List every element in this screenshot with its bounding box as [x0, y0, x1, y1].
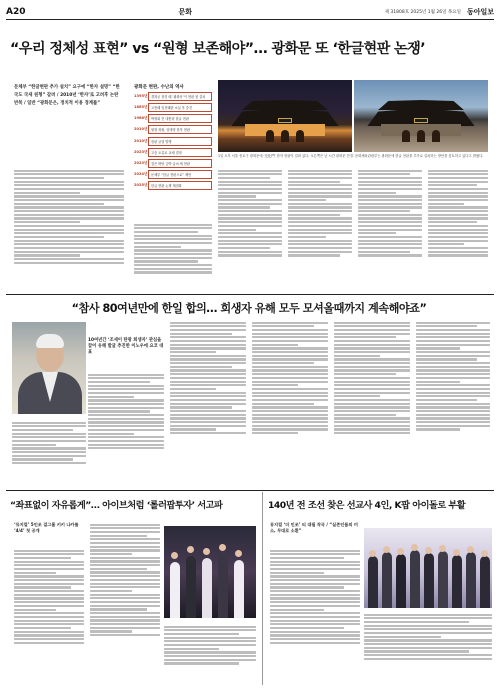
article2-body-col0: [12, 420, 86, 482]
timeline-text: 한글 현판 논쟁 재점화: [148, 181, 212, 190]
timeline-title: 광화문 현판, 수난의 역사: [134, 85, 184, 90]
article3-body-col1: [14, 548, 84, 684]
timeline-row: [134, 148, 212, 155]
timeline-row: [134, 171, 212, 178]
section-divider: [6, 294, 494, 295]
timeline-text: 경복궁 창건 때 ‘광화문’이 현판 첫 설치: [148, 92, 212, 101]
article2-subheadline: 10여년간 ‘조세이 탄광 희생자’ 관심을 끌어 유해 발굴 추진한 이노우에 요코 대표: [88, 338, 164, 356]
article2-body-col4: [334, 320, 410, 482]
photo-caption: 1일 오후 서울 종로구 광화문에 ‘光化門’ 한자 현판이 걸려 있다. 오른쪽은 낮 시간 광화문 전경. 문화체육관광부는 광화문에 한글 현판을 추가로 설치하는 방안을 검토하고 있다고 밝혔다.: [218, 154, 484, 158]
timeline-text: 문체부 “한글 현판으로” 제안: [148, 170, 212, 179]
timeline-year: 2023년: [134, 149, 148, 154]
timeline-text: 원형 복원, 임태영 한자 현판: [148, 125, 212, 134]
section-divider: [6, 490, 494, 491]
article2-headline[interactable]: “참사 80여년만에 한일 합의… 희생자 유해 모두 모셔올때까지 계속해야죠”: [71, 302, 427, 315]
column-divider: [262, 492, 263, 685]
timeline-year: 2025년: [134, 182, 148, 187]
article1-body-col1: [14, 168, 124, 290]
page-number: A20: [6, 6, 26, 17]
timeline-row: [134, 93, 212, 100]
timeline-text: 검은 바탕 금박 글씨 새 현판: [148, 159, 212, 168]
article2-body-col5: [416, 320, 490, 482]
article1-body-col5: [358, 168, 422, 290]
timeline-year: 2010년: [134, 127, 148, 132]
kiiikiii-group-photo: [164, 526, 256, 618]
paper-logo: 동아일보: [466, 6, 494, 16]
timeline-year: 2010년: [134, 138, 148, 143]
timeline-year: 1395년: [134, 94, 148, 99]
timeline-row: [134, 104, 212, 111]
article1-body-col2: [134, 222, 212, 290]
timeline-text: 현판 균열 발생: [148, 137, 212, 146]
musical-cast-photo: [364, 528, 492, 608]
timeline-row: [134, 182, 212, 189]
article2-body-col3: [252, 320, 328, 482]
article2-body-col2: [170, 320, 246, 482]
article2-body-col1: [88, 372, 164, 482]
timeline-row: [134, 115, 212, 122]
issue-meta: 제 31808호 2025년 1월 26일 목요일: [384, 9, 461, 15]
gwanghwamun-day-photo: [354, 80, 488, 152]
article1-headline[interactable]: “우리 정체성 표현” vs “원형 보존해야”… 광화문 또 ‘한글현판 논쟁’: [10, 41, 426, 57]
portrait-photo: [12, 322, 86, 414]
article3-subheadline: ‘뮤지컬’ 5인조 걸그룹 키키 나카를 ‘4/4’ 첫 공개: [14, 522, 79, 534]
gwanghwamun-night-photo: [218, 80, 352, 152]
timeline-year: 1968년: [134, 116, 148, 121]
timeline-text: 고증 오류로 교체 결정: [148, 148, 212, 157]
masthead: [6, 4, 494, 20]
timeline-text: 고종때 임진왜란 소실 후 중건: [148, 103, 212, 112]
article4-headline[interactable]: 140년 전 조선 찾은 선교사 4인, K팝 아이돌로 부활: [268, 500, 466, 511]
article3-body-col2: [90, 522, 160, 684]
timeline-year: 1865년: [134, 105, 148, 110]
timeline-year: 2024년: [134, 171, 148, 176]
article4-body-col2: [364, 612, 492, 684]
article3-body-col3: [164, 624, 256, 684]
timeline-row: [134, 126, 212, 133]
article4-body-col1: [270, 548, 360, 684]
article1-lead: 문체부 “한글현판 추가 설치” 요구에 “한자 설명” “한국도 국새 원형” 갈려 / 2010년 ‘한자’로 고려후 논란 반복 / 일반 “광화문은, 정치적 이용 경계를”: [14, 85, 120, 107]
article1-body-col6: [428, 168, 488, 290]
timeline-row: [134, 137, 212, 144]
section-title: 문화: [178, 7, 193, 16]
timeline-box: [134, 84, 212, 212]
timeline-row: [134, 159, 212, 166]
article1-body-col4: [288, 168, 352, 290]
article4-subheadline: 뮤지컬 ‘더 인조’ 티 대필 작곡 / “실존인물의 미소, 무대로 소환”: [270, 522, 358, 534]
article1-body-col3: [218, 168, 282, 290]
article3-headline[interactable]: “좌표없이 자유롭게”… 아이브처럼 ‘롤러팝투자’ 서고파: [10, 500, 223, 511]
timeline-text: 박정희 전 대통령 한글 현판: [148, 114, 212, 123]
timeline-year: 2023년: [134, 160, 148, 165]
